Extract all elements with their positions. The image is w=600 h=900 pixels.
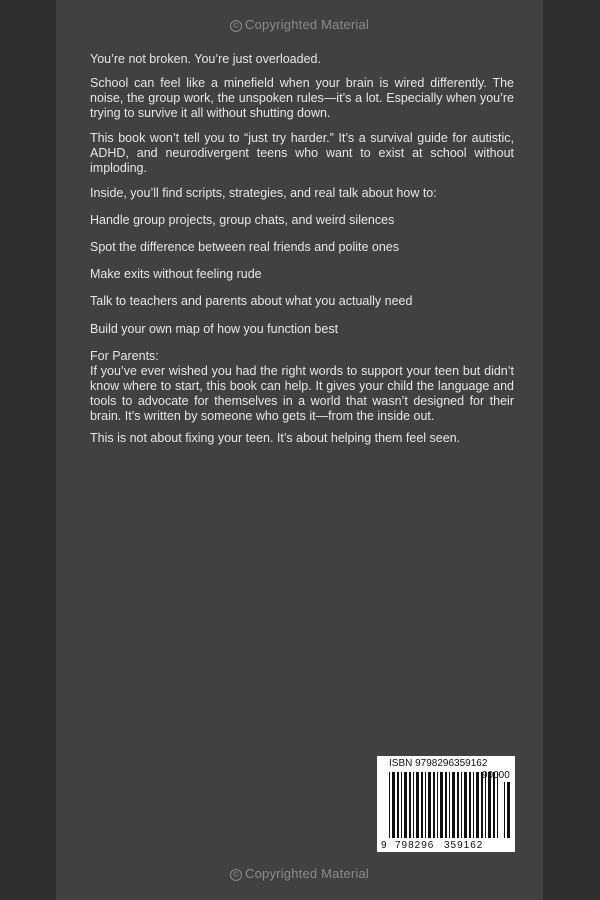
- barcode-bar: [397, 772, 399, 838]
- barcode-bar: [485, 772, 486, 838]
- watermark-bottom: [56, 866, 543, 881]
- list-item: Build your own map of how you function best: [90, 322, 339, 336]
- barcode-bar: [416, 772, 419, 838]
- isbn-barcode: [377, 756, 515, 852]
- barcode-bar: [504, 782, 505, 838]
- barcode-bar: [425, 772, 426, 838]
- barcode-bar: [413, 772, 414, 838]
- barcode-bar: [452, 772, 455, 838]
- barcode-bar: [409, 772, 411, 838]
- barcode-bar: [428, 772, 431, 838]
- barcode-bar: [433, 772, 435, 838]
- list-item: Make exits without feeling rude: [90, 267, 262, 281]
- isbn-label: ISBN 9798296359162: [389, 758, 488, 769]
- blurb-paragraph-inside: Inside, you’ll find scripts, strategies, and real talk about how to:: [90, 186, 437, 200]
- barcode-digits-left: 798296: [395, 840, 435, 851]
- watermark-top: [56, 17, 543, 32]
- barcode-bar: [437, 772, 438, 838]
- closing-line: This is not about fixing your teen. It’s about helping them feel seen.: [90, 431, 461, 445]
- barcode-bar: [464, 772, 467, 838]
- parents-heading: For Parents:: [90, 349, 159, 363]
- barcode-bar: [440, 772, 443, 838]
- barcode-bar: [488, 772, 491, 838]
- barcode-bar: [421, 772, 423, 838]
- barcode-bar: [457, 772, 459, 838]
- list-item: Spot the difference between real friends and polite ones: [90, 240, 400, 254]
- barcode-bar: [445, 772, 447, 838]
- watermark-bottom-text: Copyrighted Material: [245, 866, 369, 881]
- left-margin-panel: [0, 0, 56, 900]
- price-code: 90000: [482, 770, 510, 781]
- barcode-bar: [507, 782, 510, 838]
- barcode-bar: [449, 772, 450, 838]
- parents-paragraph: If you’ve ever wished you had the right words to support your teen but didn’t know where to start, this book can help. It gives your child the language and tools to advocate for themselves in a world that wasn’t designed for their brain. It’s written by someone who gets it—from the inside out.: [90, 364, 514, 423]
- blurb-intro: You’re not broken. You’re just overloaded.: [90, 52, 321, 66]
- right-margin-panel: [543, 0, 600, 900]
- list-item: Handle group projects, group chats, and weird silences: [90, 213, 395, 227]
- copyright-icon: ©: [230, 20, 242, 32]
- barcode-bar: [389, 772, 390, 838]
- barcode-digit-prefix: 9: [381, 840, 387, 851]
- barcode-bar: [493, 772, 495, 838]
- barcode-bar: [401, 772, 402, 838]
- copyright-icon: ©: [230, 869, 242, 881]
- barcode-bar: [404, 772, 407, 838]
- barcode-bar: [476, 772, 479, 838]
- barcode-bar: [473, 772, 474, 838]
- blurb-paragraph-survival: This book won’t tell you to “just try harder.” It’s a survival guide for autistic, ADHD, and neurodivergent teens who want to exist at school without imploding.: [90, 131, 514, 175]
- barcode-digits-right: 359162: [444, 840, 484, 851]
- barcode-bar: [469, 772, 471, 838]
- blurb-paragraph-school: School can feel like a minefield when your brain is wired differently. The noise, the group work, the unspoken rules—it’s a lot. Especially when you’re trying to survive it all without shutting down.: [90, 76, 514, 120]
- barcode-bar: [392, 772, 395, 838]
- barcode-bar: [497, 772, 498, 838]
- barcode-bar: [461, 772, 462, 838]
- watermark-top-text: Copyrighted Material: [245, 17, 369, 32]
- list-item: Talk to teachers and parents about what you actually need: [90, 294, 413, 308]
- barcode-bar: [481, 772, 483, 838]
